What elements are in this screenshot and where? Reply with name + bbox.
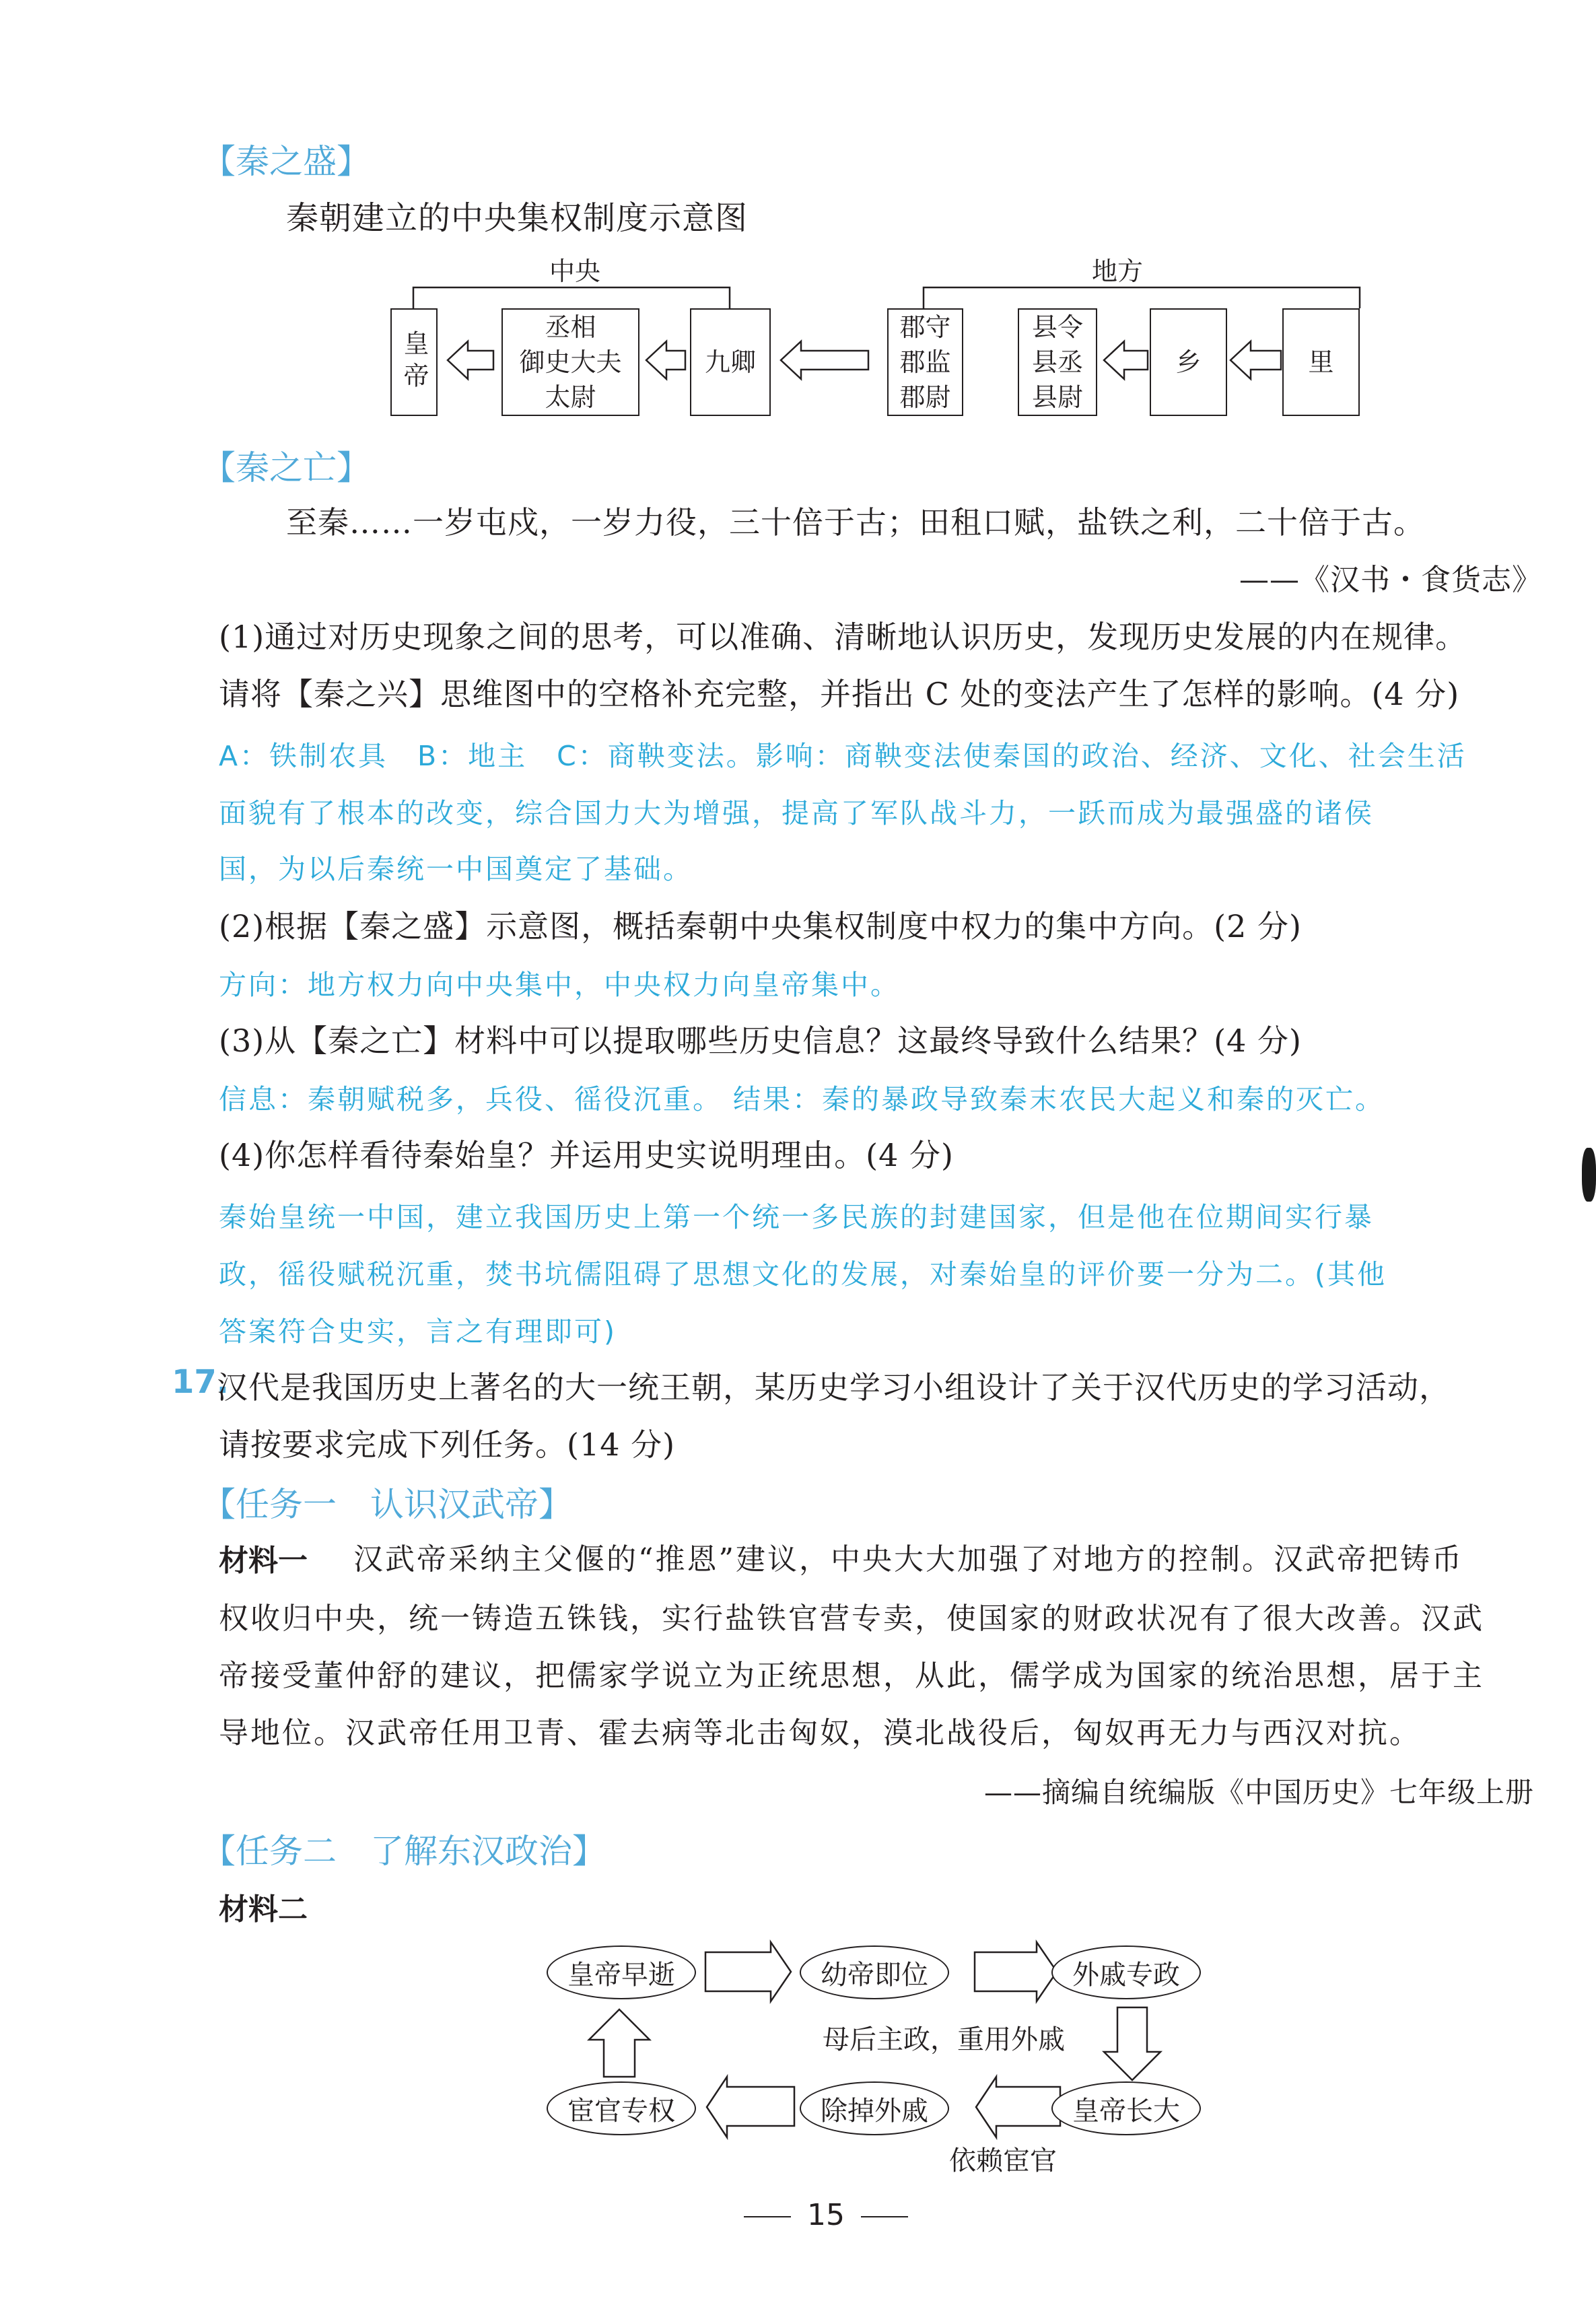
- box-commandery-governor: 郡守: [899, 312, 951, 342]
- node-consort-clan-rule-label: 外戚专政: [1072, 1959, 1180, 1991]
- node-eunuch-power-label: 宦官专权: [567, 2095, 675, 2127]
- answer-4-line-1: 秦始皇统一中国，建立我国历史上第一个统一多民族的封建国家，但是他在位期间实行暴: [219, 1201, 1374, 1233]
- page-number-value: 15: [807, 2198, 845, 2232]
- node-consort-clan-rule: [1051, 1945, 1201, 1999]
- answer-1-line-3: 国，为以后秦统一中国奠定了基础。: [219, 853, 693, 885]
- qin-wang-quote: 至秦……一岁屯戍，一岁力役，三十倍于古；田租口赋，盐铁之利，二十倍于古。: [286, 504, 1425, 541]
- question-17-number: 17.: [172, 1363, 230, 1401]
- box-xiang-label: 乡: [1175, 347, 1202, 377]
- node-remove-consort-clan: [800, 2081, 949, 2135]
- box-county-assistant: 县丞: [1031, 347, 1083, 377]
- answer-1-line-1: A：铁制农具 B：地主 C：商鞅变法。影响：商鞅变法使秦国的政治、经济、文化、社会生活: [219, 740, 1467, 772]
- section-heading-task-1: 【任务一 认识汉武帝】: [202, 1485, 572, 1524]
- material-1-label: 材料一: [219, 1544, 308, 1578]
- node-eunuch-power: [547, 2081, 696, 2135]
- material-1-line-2: 权收归中央，统一铸造五铢钱，实行盐铁官营专卖，使国家的财政状况有了很大改善。汉武: [219, 1601, 1484, 1636]
- node-emperor-dies-early: [547, 1945, 696, 1999]
- material-2-label: 材料二: [219, 1892, 308, 1927]
- scan-edge-mark: [1582, 1148, 1596, 1202]
- material-1-line-4: 导地位。汉武帝任用卫青、霍去病等北击匈奴，漠北战役后，匈奴再无力与西汉对抗。: [219, 1716, 1421, 1750]
- box-commandery-commandant: 郡尉: [899, 382, 951, 412]
- question-17-line-1: 汉代是我国历史上著名的大一统王朝，某历史学习小组设计了关于汉代历史的学习活动，: [217, 1369, 1451, 1406]
- answer-1-line-2: 面貌有了根本的改变，综合国力大为增强，提高了军队战斗力，一跃而成为最强盛的诸侯: [219, 797, 1374, 829]
- question-2: (2)根据【秦之盛】示意图，概括秦朝中央集权制度中权力的集中方向。(2 分): [219, 908, 1302, 944]
- question-17-line-2: 请按要求完成下列任务。(14 分): [219, 1426, 676, 1463]
- answer-4-line-3: 答案符合史实，言之有理即可): [219, 1315, 617, 1348]
- page-number-right-dash: [861, 2216, 908, 2217]
- question-4: (4)你怎样看待秦始皇？并运用史实说明理由。(4 分): [219, 1137, 954, 1173]
- box-censor-label: 御史大夫: [519, 347, 622, 377]
- question-3: (3)从【秦之亡】材料中可以提取哪些历史信息？这最终导致什么结果？(4 分): [219, 1023, 1302, 1059]
- box-chancellor-label: 丞相: [545, 312, 596, 342]
- central-label: 中央: [549, 256, 601, 286]
- section-heading-qin-sheng: 【秦之盛】: [202, 142, 370, 181]
- question-1-line-1: (1)通过对历史现象之间的思考，可以准确、清晰地认识历史，发现历史发展的内在规律。: [219, 619, 1467, 655]
- note-empress-dowager: 母后主政，重用外戚: [823, 2024, 1065, 2055]
- section-heading-qin-wang: 【秦之亡】: [202, 448, 370, 487]
- material-1-source: ——摘编自统编版《中国历史》七年级上册: [983, 1776, 1534, 1809]
- answer-4-line-2: 政，徭役赋税沉重，焚书坑儒阻碍了思想文化的发展，对秦始皇的评价要一分为二。(其他: [219, 1258, 1387, 1290]
- answer-3: 信息：秦朝赋税多，兵役、徭役沉重。 结果：秦的暴政导致秦末农民大起义和秦的灭亡。: [219, 1083, 1385, 1115]
- box-li-label: 里: [1308, 347, 1334, 377]
- material-1-line-3: 帝接受董仲舒的建议，把儒家学说立为正统思想，从此，儒学成为国家的统治思想，居于主: [219, 1659, 1484, 1693]
- note-rely-eunuchs: 依赖宦官: [949, 2145, 1057, 2176]
- box-commandery-supervisor: 郡监: [899, 347, 951, 377]
- material-1-line-1: 汉武帝采纳主父偃的“推恩”建议，中央大大加强了对地方的控制。汉武帝把铸币: [353, 1542, 1463, 1577]
- page-number: [744, 2198, 908, 2232]
- node-emperor-grows-up-label: 皇帝长大: [1072, 2095, 1180, 2127]
- box-county-magistrate: 县令: [1031, 312, 1083, 342]
- qin-wang-source: ——《汉书・食货志》: [1239, 563, 1542, 597]
- box-nine-ministers-label: 九卿: [704, 347, 756, 377]
- section-heading-task-2: 【任务二 了解东汉政治】: [202, 1832, 606, 1871]
- node-emperor-dies-early-label: 皇帝早逝: [567, 1959, 675, 1991]
- question-1-line-2: 请将【秦之兴】思维图中的空格补充完整，并指出 C 处的变法产生了怎样的影响。(4 分): [219, 676, 1460, 712]
- diagram-title: 秦朝建立的中央集权制度示意图: [286, 199, 749, 237]
- node-child-emperor-label: 幼帝即位: [821, 1959, 928, 1991]
- node-remove-consort-clan-label: 除掉外戚: [821, 2095, 928, 2127]
- box-emperor-label: 皇帝: [399, 330, 429, 394]
- node-child-emperor: [800, 1945, 949, 1999]
- box-taiwei-label: 太尉: [545, 382, 596, 412]
- node-emperor-grows-up: [1051, 2081, 1201, 2135]
- box-county-commandant: 县尉: [1031, 382, 1083, 412]
- local-label: 地方: [1092, 256, 1144, 286]
- answer-2: 方向：地方权力向中央集中，中央权力向皇帝集中。: [219, 969, 900, 1001]
- page-number-left-dash: [744, 2216, 791, 2217]
